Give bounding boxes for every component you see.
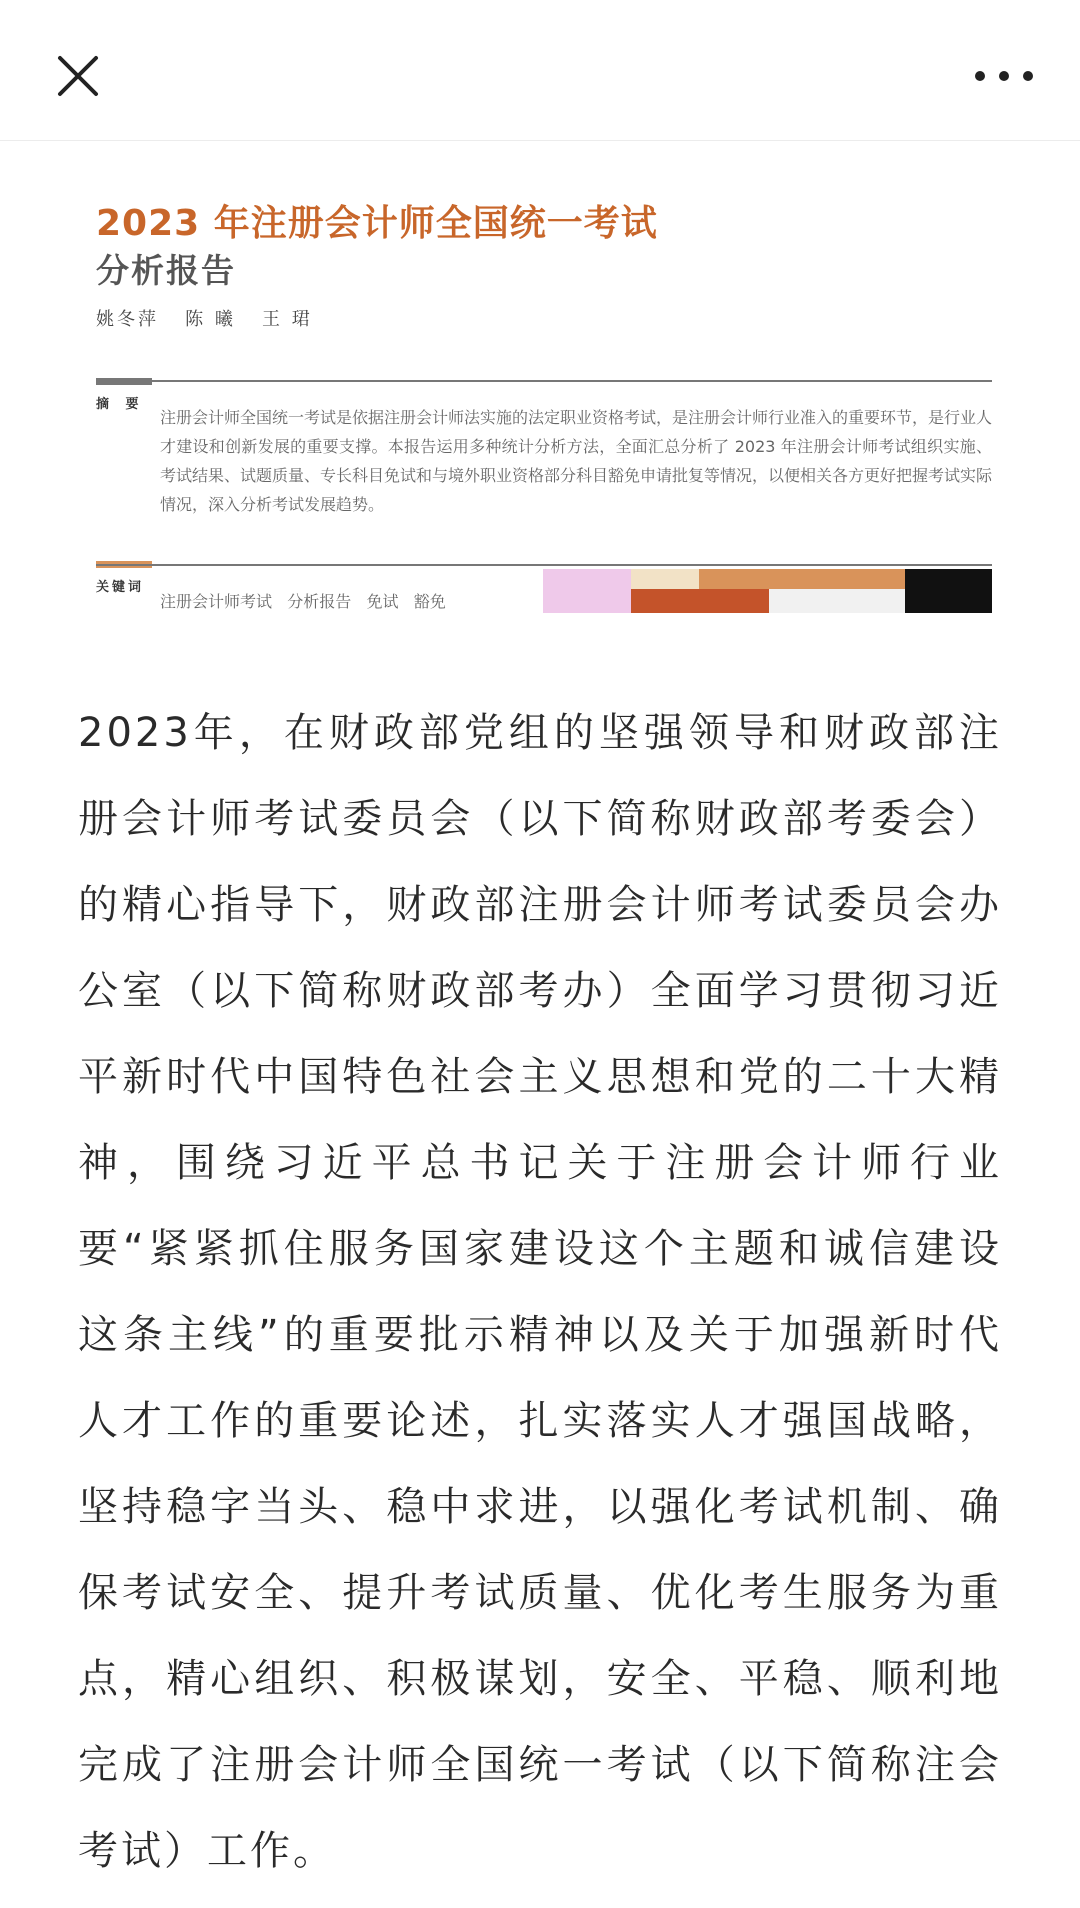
close-icon [42,40,114,112]
close-button[interactable] [42,40,114,112]
more-horizontal-icon [968,56,1040,96]
swatch-cream [631,569,699,589]
keywords-label: 关键词 [96,580,145,595]
abstract-divider [96,380,992,382]
abstract-label: 摘 要 [96,397,145,412]
top-navigation-bar [0,0,1080,141]
report-authors: 姚冬萍 陈 曦 王 珺 [96,309,313,330]
swatch-pink [543,569,631,613]
report-title: 2023 年注册会计师全国统一考试 [96,203,658,244]
abstract-text: 注册会计师全国统一考试是依据注册会计师法实施的法定职业资格考试，是注册会计师行业准入的重要环节，是行业人才建设和创新发展的重要支撑。本报告运用多种统计分析方法，全面汇总分析了 2023 年注册会计师考试组织实施、考试结果、试题质量、专长科目免试和与境外职业资格部分科目豁免申请批复等情况，以便相关各方更好把握考试实际情况，深入分析考试发展趋势。 [160,408,993,514]
swatch-black [905,569,992,613]
keywords-text: 注册会计师考试 分析报告 免试 豁免 [160,592,446,611]
more-options-button[interactable] [968,56,1040,96]
swatch-orange [699,569,905,589]
swatch-rust [631,589,769,613]
report-cover-image[interactable] [80,175,1000,635]
keywords-divider [96,564,992,566]
report-subtitle: 分析报告 [96,251,236,290]
swatch-light-gray [769,589,905,613]
article-paragraph: 2023年，在财政部党组的坚强领导和财政部注册会计师考试委员会（以下简称财政部考委会）的精心指导下，财政部注册会计师考试委员会办公室（以下简称财政部考办）全面学习贯彻习近平新时代中国特色社会主义思想和党的二十大精神，围绕习近平总书记关于注册会计师行业要“紧紧抓住服务国家建设这个主题和诚信建设这条主线”的重要批示精神以及关于加强新时代人才工作的重要论述，扎实落实人才强国战略，坚持稳字当头、稳中求进，以强化考试机制、确保考试安全、提升考试质量、优化考生服务为重点，精心组织、积极谋划，安全、平稳、顺利地完成了注册会计师全国统一考试（以下简称注会考试）工作。 [78,710,1002,1874]
decorative-color-strip [543,569,992,613]
